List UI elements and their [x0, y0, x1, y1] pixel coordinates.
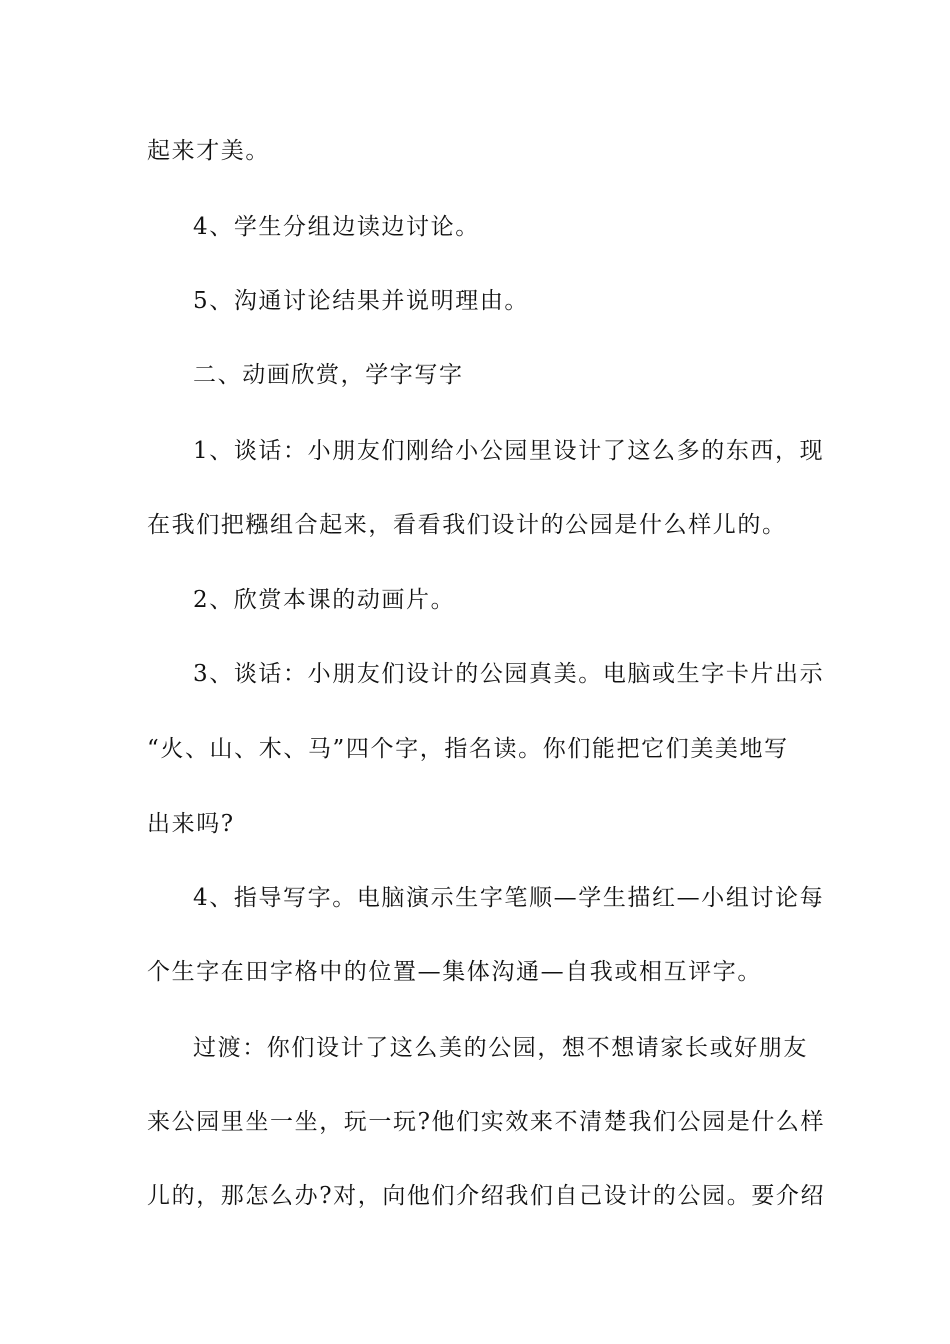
text-line: 4、学生分组边读边讨论。 — [193, 214, 480, 240]
text-line: 1、谈话：小朋友们刚给小公园里设计了这么多的东西，现 — [193, 438, 825, 464]
text-line: 出来吗? — [147, 811, 235, 837]
text-line: 起来才美。 — [147, 138, 270, 164]
text-line: 2、欣赏本课的动画片。 — [193, 587, 456, 613]
text-line: “火、山、木、马”四个字，指名读。你们能把它们美美地写 — [147, 736, 789, 762]
text-line: 过渡：你们设计了这么美的公园，想不想请家长或好朋友 — [193, 1035, 808, 1061]
text-line: 在我们把糨组合起来，看看我们设计的公园是什么样儿的。 — [147, 512, 787, 538]
text-line: 3、谈话：小朋友们设计的公园真美。电脑或生字卡片出示 — [193, 661, 825, 687]
text-line: 个生字在田字格中的位置—集体沟通—自我或相互评字。 — [147, 959, 762, 985]
section-heading: 二、动画欣赏，学字写字 — [193, 362, 464, 388]
text-line: 儿的，那怎么办?对，向他们介绍我们自己设计的公园。要介绍 — [147, 1183, 826, 1209]
text-line: 来公园里坐一坐，玩一玩?他们实效来不清楚我们公园是什么样 — [147, 1109, 826, 1135]
text-line: 5、沟通讨论结果并说明理由。 — [193, 288, 530, 314]
text-line: 4、指导写字。电脑演示生字笔顺—学生描红—小组讨论每 — [193, 885, 825, 911]
